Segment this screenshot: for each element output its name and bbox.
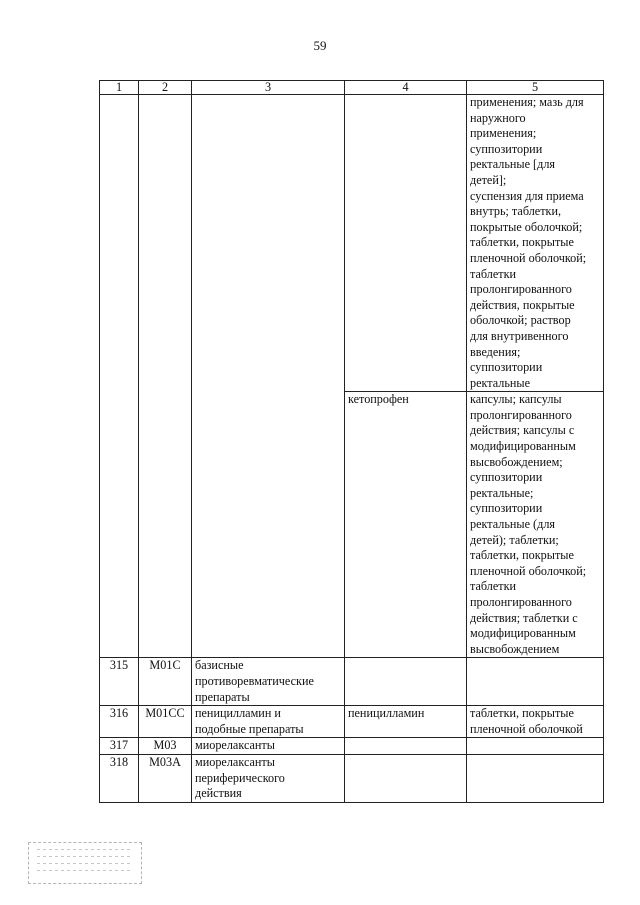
column-header: 5 bbox=[467, 81, 604, 95]
row-number-cell: 315 bbox=[100, 658, 139, 706]
row-number-cell: 318 bbox=[100, 754, 139, 802]
drug-name-cell bbox=[345, 95, 467, 392]
column-header: 1 bbox=[100, 81, 139, 95]
faint-stamp bbox=[28, 842, 142, 884]
table-row bbox=[100, 658, 604, 706]
drug-name-cell: кетопрофен bbox=[345, 392, 467, 658]
atc-code-cell: М03А bbox=[139, 754, 192, 802]
table-row bbox=[100, 706, 604, 738]
row-number-cell: 317 bbox=[100, 738, 139, 755]
column-header: 3 bbox=[192, 81, 345, 95]
table-header-row bbox=[100, 81, 604, 95]
drug-name-cell: пеницилламин bbox=[345, 706, 467, 738]
page-number: 59 bbox=[313, 38, 327, 53]
dosage-forms-cell bbox=[467, 738, 604, 755]
drug-name-cell bbox=[345, 738, 467, 755]
dosage-forms-cell bbox=[467, 658, 604, 706]
table-row bbox=[100, 95, 604, 392]
atc-code-cell: М01СС bbox=[139, 706, 192, 738]
atc-code-cell: М01С bbox=[139, 658, 192, 706]
medicines-table bbox=[99, 80, 604, 803]
group-name-cell: миорелаксанты bbox=[192, 738, 345, 755]
drug-name-cell bbox=[345, 754, 467, 802]
dosage-forms-cell: применения; мазь для наружного применения; суппозитории ректальные [для детей]; суспензия для приема внутрь; таблетки, покрытые оболочкой; таблетки, покрытые пленочной оболочкой; таблетки пролонгированного действия, покрытые оболочкой; раствор для внутривенного введения; суппозитории ректальные bbox=[467, 95, 604, 392]
column-header: 4 bbox=[345, 81, 467, 95]
table-row bbox=[100, 754, 604, 802]
group-name-cell: пеницилламин и подобные препараты bbox=[192, 706, 345, 738]
column-header: 2 bbox=[139, 81, 192, 95]
dosage-forms-cell: капсулы; капсулы пролонгированного действия; капсулы с модифицированным высвобождением; суппозитории ректальные; суппозитории ректальные (для детей); таблетки; таблетки, покрытые пленочной оболочкой; таблетки пролонгированного действия; таблетки с модифицированным высвобождением bbox=[467, 392, 604, 658]
group-name-cell: миорелаксанты периферического действия bbox=[192, 754, 345, 802]
dosage-forms-cell bbox=[467, 754, 604, 802]
atc-code-cell: М03 bbox=[139, 738, 192, 755]
row-number-cell: 316 bbox=[100, 706, 139, 738]
group-name-cell: базисные противоревматические препараты bbox=[192, 658, 345, 706]
atc-code-cell bbox=[139, 95, 192, 658]
group-name-cell bbox=[192, 95, 345, 658]
table-row bbox=[100, 738, 604, 755]
drug-name-cell bbox=[345, 658, 467, 706]
row-number-cell bbox=[100, 95, 139, 658]
dosage-forms-cell: таблетки, покрытые пленочной оболочкой bbox=[467, 706, 604, 738]
